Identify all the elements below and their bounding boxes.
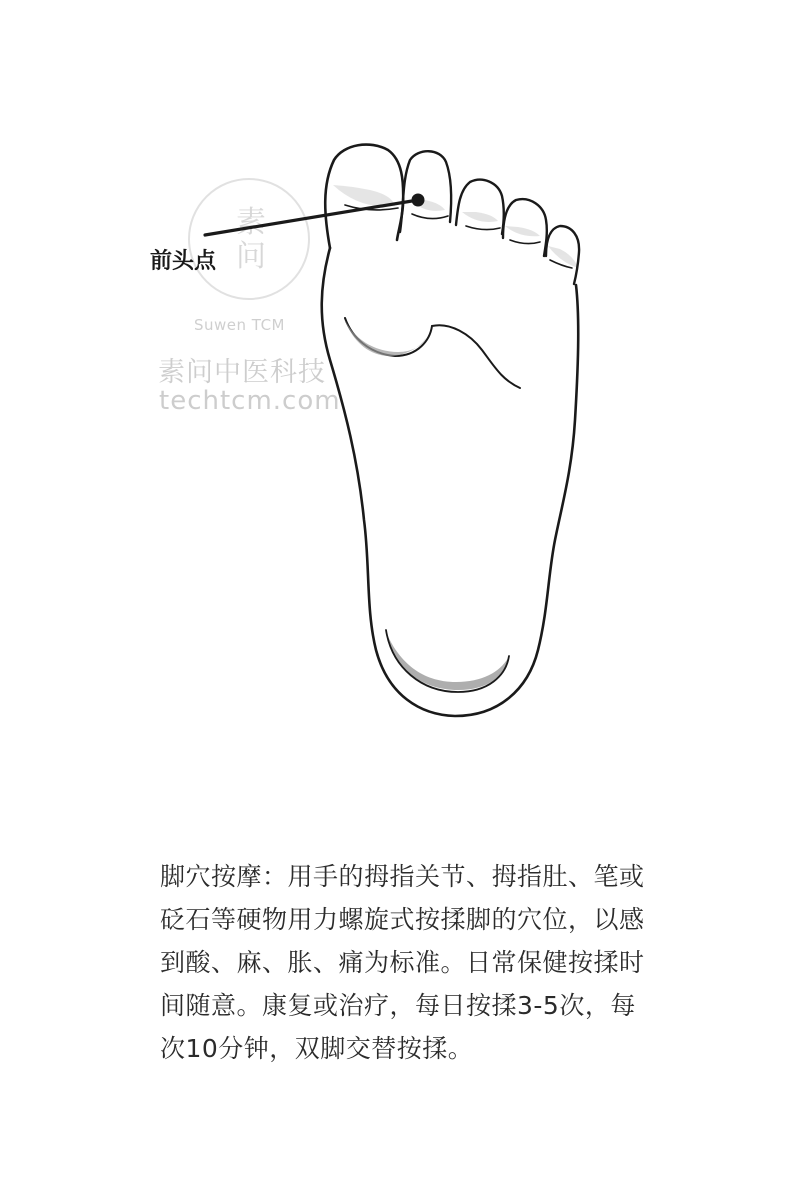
watermark-url: techtcm.com <box>159 386 341 416</box>
ball-of-foot-line <box>345 318 520 388</box>
acupoint-label: 前头点 <box>150 249 217 274</box>
heel-shadow <box>386 632 508 690</box>
third-toe-outline <box>456 180 504 234</box>
point-leader-line <box>205 200 418 235</box>
watermark-logo: 素问 <box>236 205 266 274</box>
second-toe-outline <box>400 151 451 232</box>
watermark-brand-cn: 素问中医科技 <box>158 357 326 388</box>
foot-outline-left <box>322 248 579 716</box>
massage-description: 脚穴按摩：用手的拇指关节、拇指肚、笔或砭石等硬物用力螺旋式按揉脚的穴位，以感到酸、麻、胀、痛为标准。日常保健按揉时间随意。康复或治疗，每日按揉3-5次，每次10分钟，双脚交替按揉。 <box>160 862 645 1063</box>
toe-shading <box>333 185 578 268</box>
acupoint-marker <box>412 194 425 207</box>
toe-creases <box>345 205 572 268</box>
watermark-brand-en: Suwen TCM <box>194 316 285 334</box>
